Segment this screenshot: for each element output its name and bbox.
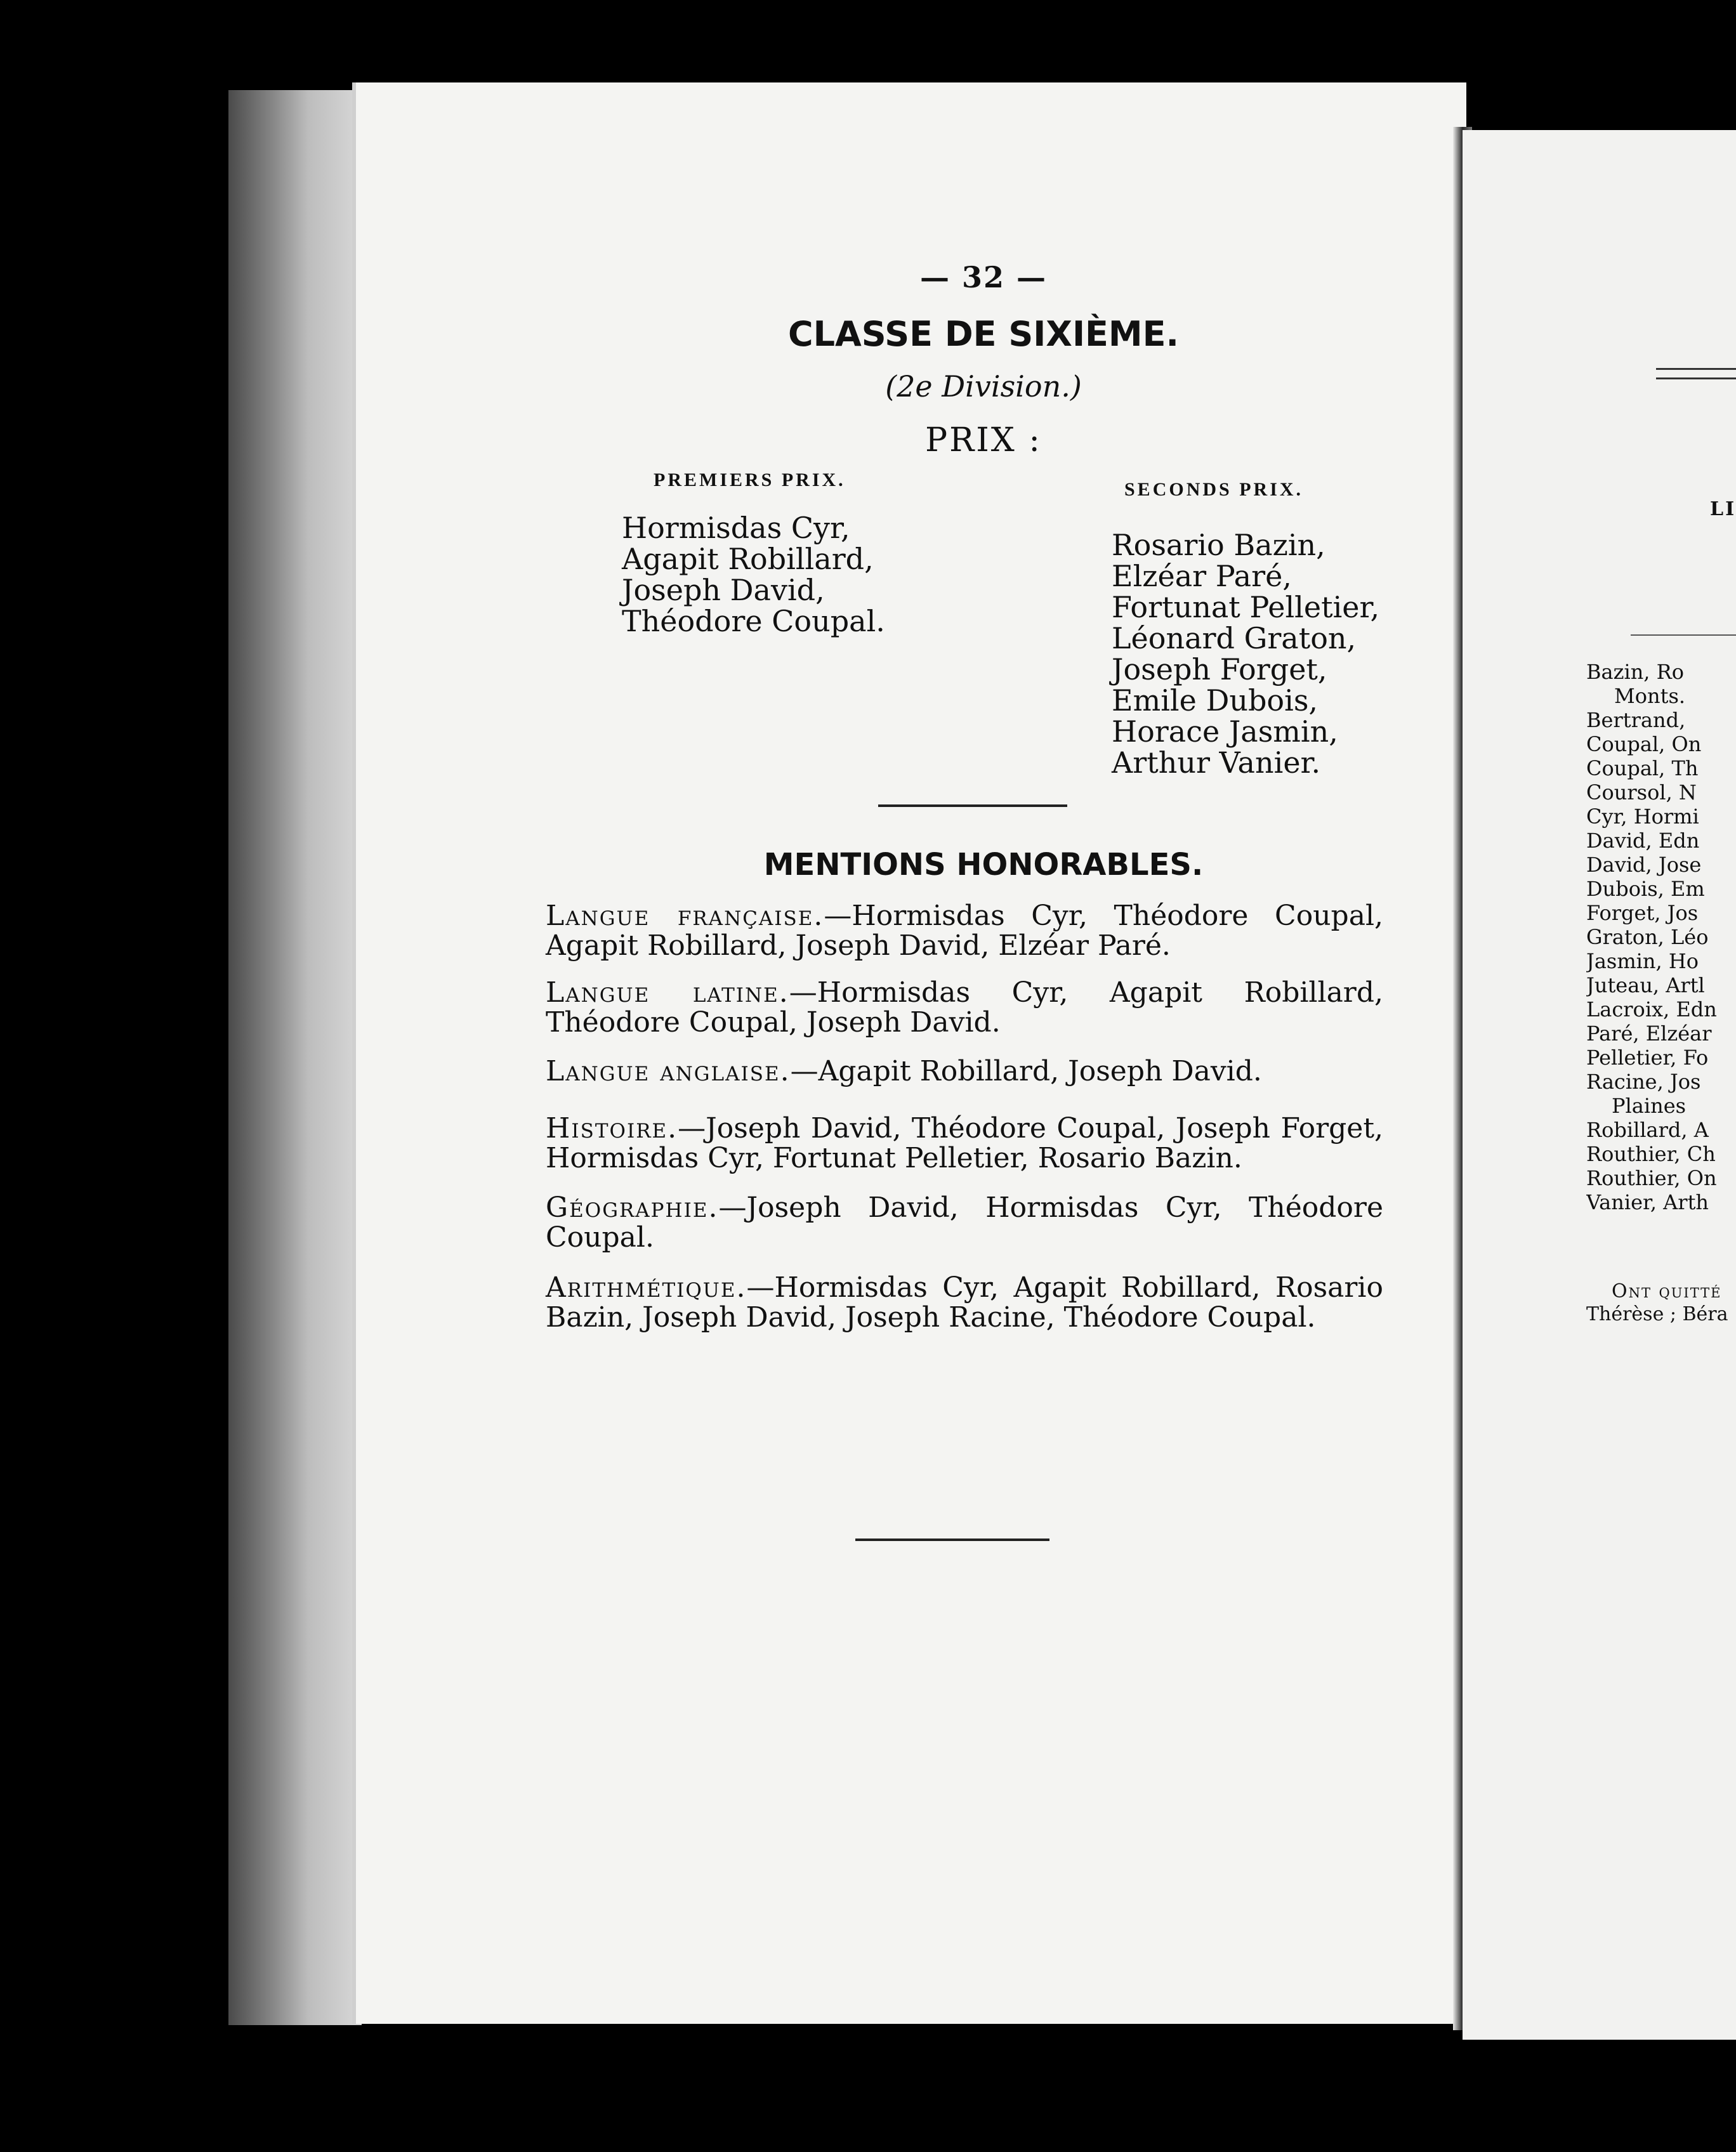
list-item: Coursol, N (1586, 780, 1697, 804)
list-item: David, Edn (1586, 829, 1700, 853)
list-item: Léonard Graton, (1112, 621, 1357, 655)
list-item: Paré, Elzéar (1586, 1021, 1712, 1046)
mention-paragraph (546, 1056, 1383, 1086)
list-item: Joseph David, (622, 573, 825, 607)
mention-paragraph (546, 1113, 1383, 1173)
list-item: Juteau, Artl (1586, 973, 1705, 997)
mentions-title: MENTIONS HONORABLES. (763, 847, 1204, 882)
list-item: Plaines (1612, 1094, 1687, 1118)
list-item: Racine, Jos (1586, 1070, 1701, 1094)
list-item: Dubois, Em (1586, 877, 1705, 901)
list-item: Jasmin, Ho (1586, 949, 1699, 973)
list-item: David, Jose (1586, 853, 1702, 877)
footer-line: Ont quitté (1612, 1280, 1722, 1302)
division-subtitle (730, 369, 1237, 404)
list-item: Vanier, Arth (1586, 1190, 1709, 1214)
list-item: Routhier, Ch (1586, 1142, 1716, 1166)
list-item: Emile Dubois, (1112, 683, 1318, 718)
list-item: Robillard, A (1586, 1118, 1709, 1142)
list-item: Pelletier, Fo (1586, 1046, 1709, 1070)
page-number: — 32 — (919, 260, 1048, 294)
list-item: Coupal, On (1586, 732, 1702, 756)
mention-text: —Hormisdas Cyr, Agapit Robillard, Rosario Bazin, Joseph David, Joseph Racine, Théodore Coupal. (546, 1271, 1383, 1334)
list-item: Fortunat Pelletier, (1112, 590, 1380, 624)
right-name-list (1586, 660, 1736, 1214)
mention-paragraph (546, 1273, 1383, 1332)
mention-subject: Histoire. (546, 1112, 678, 1145)
prix-heading: PRIX : (925, 421, 1042, 459)
right-heading: LI (1710, 498, 1736, 520)
end-divider (855, 1539, 1049, 1541)
mention-text: —Joseph David, Hormisdas Cyr, Théodore Coupal. (546, 1191, 1383, 1254)
mention-subject: Langue latine. (546, 976, 789, 1009)
list-item: Bazin, Ro (1586, 660, 1684, 684)
book-edge (228, 90, 362, 2025)
right-footer (1586, 1280, 1736, 1326)
mention-text: —Hormisdas Cyr, Agapit Robillard, Théodore Coupal, Joseph David. (546, 976, 1383, 1039)
mention-text: —Hormisdas Cyr, Théodore Coupal, Agapit Robillard, Joseph David, Elzéar Paré. (546, 900, 1383, 962)
list-item: Monts. (1614, 684, 1686, 708)
mention-text: —Joseph David, Théodore Coupal, Joseph Forget, Hormisdas Cyr, Fortunat Pelletier, Rosario Bazin. (546, 1112, 1383, 1174)
list-item: Coupal, Th (1586, 756, 1699, 780)
seconds-prix-list (1112, 530, 1379, 778)
mention-subject: Géographie. (546, 1191, 719, 1224)
mention-text: —Agapit Robillard, Joseph David. (790, 1055, 1262, 1087)
list-item: Lacroix, Edn (1586, 997, 1717, 1021)
list-item: Routhier, On (1586, 1166, 1717, 1190)
list-item: Bertrand, (1586, 708, 1686, 732)
list-item: Arthur Vanier. (1112, 745, 1321, 780)
class-title: CLASSE DE SIXIÈME. (787, 314, 1180, 354)
mention-paragraph (546, 1193, 1383, 1252)
mention-paragraph (546, 901, 1383, 961)
mention-subject: Langue anglaise. (546, 1055, 791, 1087)
list-item: Horace Jasmin, (1112, 714, 1338, 749)
list-item: Elzéar Paré, (1112, 559, 1292, 593)
right-double-rule (1656, 368, 1736, 379)
mention-paragraph (546, 978, 1383, 1037)
premiers-prix-list (622, 513, 885, 637)
right-thin-rule (1631, 634, 1736, 636)
seconds-prix-heading: SECONDS PRIX. (1124, 479, 1304, 500)
list-item: Graton, Léo (1586, 925, 1709, 949)
premiers-prix-heading: PREMIERS PRIX. (654, 469, 846, 490)
list-item: Agapit Robillard, (622, 542, 874, 576)
list-item: Hormisdas Cyr, (622, 511, 850, 545)
mention-subject: Langue française. (546, 900, 824, 932)
list-item: Théodore Coupal. (622, 604, 885, 638)
division-text: (2e Division.) (885, 369, 1082, 404)
section-divider (878, 804, 1067, 807)
list-item: Joseph Forget, (1112, 652, 1327, 686)
mention-subject: Arithmétique. (546, 1271, 747, 1304)
list-item: Cyr, Hormi (1586, 804, 1699, 829)
list-item: Forget, Jos (1586, 901, 1699, 925)
list-item: Rosario Bazin, (1112, 528, 1325, 562)
footer-line: Thérèse ; Béra (1586, 1303, 1728, 1325)
